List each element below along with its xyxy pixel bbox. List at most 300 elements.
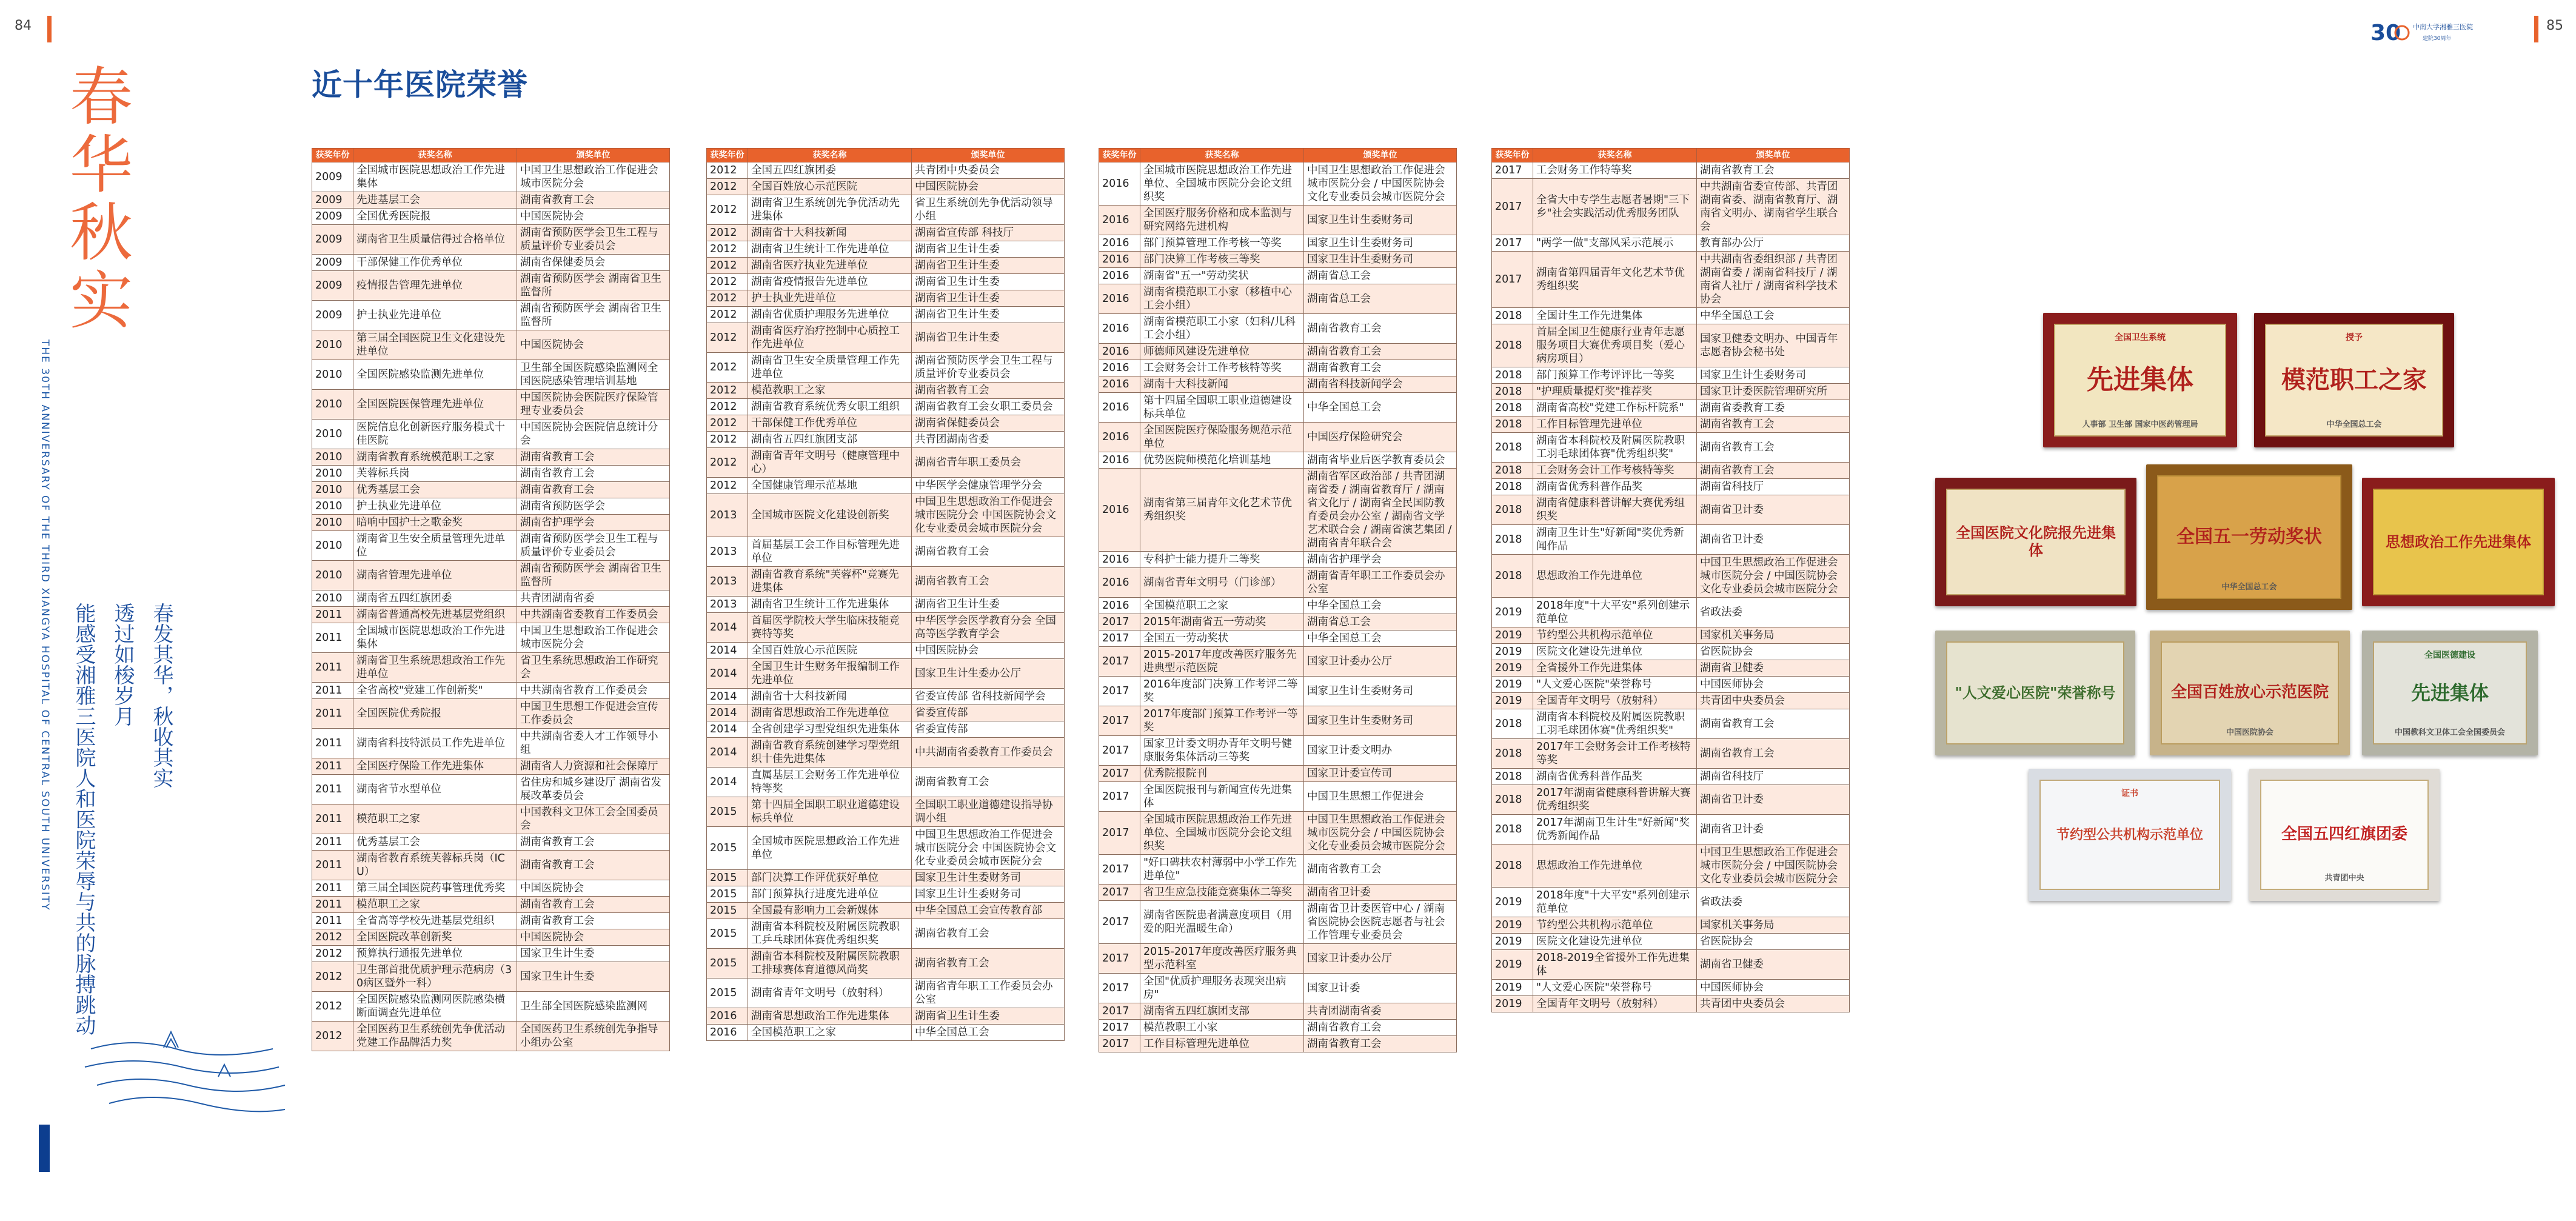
award-name: 湖南省本科院校及附属医院教职工乒乓球团体赛优秀组织奖: [748, 919, 912, 949]
award-name: 湖南省第三届青年文化艺术节优秀组织奖: [1140, 469, 1304, 552]
award-year: 2017: [1099, 766, 1140, 782]
award-issuer: 湖南省委教育工委: [1697, 400, 1850, 416]
award-year: 2012: [707, 179, 748, 195]
award-year: 2011: [312, 897, 353, 913]
award-issuer: 省政法委: [1697, 598, 1850, 627]
award-year: 2015: [707, 827, 748, 870]
award-issuer: 国家卫生计生委办公厅: [912, 659, 1065, 689]
column-header: 获奖年份: [312, 149, 353, 162]
award-issuer: 中国卫生思想政治工作促进会城市医院分会: [517, 623, 670, 653]
award-name: 医院信息化创新医疗服务模式十佳医院: [353, 420, 517, 449]
award-year: 2014: [707, 721, 748, 738]
award-name: 全国城市医院思想政治工作先进集体: [353, 162, 517, 192]
award-name: 思想政治工作先进单位: [1533, 845, 1697, 888]
plaque-title: 节约型公共机构示范单位: [2056, 826, 2203, 843]
award-year: 2017: [1099, 647, 1140, 677]
award-year: 2017: [1099, 736, 1140, 766]
award-issuer: 国家卫生计生委财务司: [912, 886, 1065, 903]
table-row: [312, 699, 670, 729]
award-issuer: 湖南省卫计委: [1697, 785, 1850, 815]
table-row: [1492, 324, 1850, 367]
award-name: 芙蓉标兵岗: [353, 466, 517, 482]
award-name: 2015-2017年度改善医疗服务典型示范科室: [1140, 944, 1304, 974]
award-issuer: 中国医院协会医院医疗保险管理专业委员会: [517, 390, 670, 420]
column-header: 获奖年份: [1099, 149, 1140, 162]
award-name: 湖南省青年文明号（放射科）: [748, 978, 912, 1008]
award-issuer: 共青团中央委员会: [1697, 996, 1850, 1012]
award-issuer: 中华全国总工会宣传教育部: [912, 903, 1065, 919]
wave-ornament: [85, 1025, 285, 1128]
table-row: [312, 683, 670, 699]
award-year: 2016: [1099, 568, 1140, 598]
table-row: [707, 689, 1065, 705]
table-row: [1099, 552, 1457, 568]
table-row: [707, 179, 1065, 195]
table-row: [1099, 944, 1457, 974]
award-issuer: 湖南省青年职工工作委员会办公室: [912, 978, 1065, 1008]
award-issuer: 湖南省教育工会: [912, 567, 1065, 597]
award-name: 2018年度"十大平安"系列创建示范单位: [1533, 598, 1697, 627]
award-name: 湖南省普通高校先进基层党组织: [353, 607, 517, 623]
award-year: 2016: [1099, 284, 1140, 314]
vertical-title-char: 华: [69, 128, 133, 202]
award-name: 湖南省思想政治工作先进集体: [748, 1008, 912, 1025]
award-year: 2010: [312, 531, 353, 561]
award-issuer: 湖南省卫计委: [1697, 525, 1850, 555]
table-row: [312, 913, 670, 929]
award-year: 2012: [312, 929, 353, 946]
award-name: 护士执业先进单位: [353, 498, 517, 515]
honor-plaque: [1935, 631, 2135, 755]
award-issuer: 湖南省卫生计生委: [912, 307, 1065, 323]
table-row: [1492, 996, 1850, 1012]
award-issuer: 中国医院协会医院信息统计分会: [517, 420, 670, 449]
table-row: [312, 758, 670, 775]
award-name: 2017年工会财务会计工作考核特等奖: [1533, 739, 1697, 769]
award-year: 2018: [1492, 769, 1533, 785]
plaque-title: 全国五一劳动奖状: [2176, 526, 2322, 547]
table-row: [1492, 950, 1850, 980]
table-row: [707, 659, 1065, 689]
award-year: 2012: [707, 274, 748, 290]
award-issuer: 湖南省教育工会: [1697, 162, 1850, 179]
table-row: [312, 390, 670, 420]
award-name: 模范教职工小家: [1140, 1020, 1304, 1036]
award-name: 湖南省卫生系统创先争优活动先进集体: [748, 195, 912, 225]
award-year: 2018: [1492, 384, 1533, 400]
award-name: 卫生部首批优质护理示范病房（30病区暨外一科）: [353, 962, 517, 992]
table-row: [312, 880, 670, 897]
award-name: 2016年度部门决算工作考评二等奖: [1140, 677, 1304, 706]
table-row: [1492, 555, 1850, 598]
award-name: 第三届全国医院卫生文化建设先进单位: [353, 330, 517, 360]
award-issuer: 国家卫健委文明办、中国青年志愿者协会秘书处: [1697, 324, 1850, 367]
table-row: [1099, 235, 1457, 252]
award-name: 第十四届全国职工职业道德建设标兵单位: [1140, 393, 1304, 423]
anniversary-logo-graphic: [2370, 17, 2473, 49]
award-year: 2018: [1492, 495, 1533, 525]
table-row: [707, 643, 1065, 659]
column-header: 颁奖单位: [912, 149, 1065, 162]
plaque-bottom-text: 共青团中央: [2324, 874, 2364, 883]
table-row: [707, 1025, 1065, 1041]
award-year: 2012: [707, 415, 748, 432]
poem-line-3: 能感受湘雅三医院人和医院荣辱与共的脉搏跳动: [72, 603, 96, 1035]
award-issuer: 湖南省卫健委: [1697, 950, 1850, 980]
table-row: [1492, 660, 1850, 677]
award-issuer: 湖南省教育工会: [1697, 709, 1850, 739]
award-year: 2011: [312, 880, 353, 897]
table-row: [707, 597, 1065, 613]
award-name: 全国百姓放心示范医院: [748, 179, 912, 195]
award-name: 全国模范职工之家: [1140, 598, 1304, 614]
table-row: [707, 705, 1065, 721]
award-issuer: 湖南省预防医学会 湖南省卫生监督所: [517, 301, 670, 330]
award-year: 2009: [312, 192, 353, 209]
award-name: "人文爱心医院"荣誉称号: [1533, 677, 1697, 693]
award-name: 全国百姓放心示范医院: [748, 643, 912, 659]
award-name: 部门决算工作评优获好单位: [748, 870, 912, 886]
table-row: [312, 1022, 670, 1051]
award-year: 2011: [312, 607, 353, 623]
award-name: 省卫生应急技能竞赛集体二等奖: [1140, 885, 1304, 901]
table-row: [312, 301, 670, 330]
award-year: 2019: [1492, 644, 1533, 660]
award-name: 全省援外工作先进集体: [1533, 660, 1697, 677]
award-year: 2013: [707, 494, 748, 537]
award-name: 工会财务工作特等奖: [1533, 162, 1697, 179]
award-issuer: 湖南省卫计委医管中心 / 湖南省医院协会医院志愿者与社会工作管理专业委员会: [1304, 901, 1457, 944]
award-issuer: 中国医师协会: [1697, 980, 1850, 996]
table-row: [707, 448, 1065, 478]
table-row: [1492, 677, 1850, 693]
award-issuer: 中国卫生思想政治工作促进会城市医院分会 中国医院协会文化专业委员会城市医院分会: [912, 827, 1065, 870]
award-name: 湖南省疫情报告先进单位: [748, 274, 912, 290]
vertical-title-char: 春: [69, 60, 133, 134]
award-year: 2015: [707, 978, 748, 1008]
award-issuer: 中华全国总工会: [1304, 393, 1457, 423]
table-row: [312, 851, 670, 880]
award-year: 2018: [1492, 367, 1533, 384]
award-year: 2016: [1099, 314, 1140, 344]
table-row: [312, 420, 670, 449]
award-name: 湖南省管理先进单位: [353, 561, 517, 590]
award-year: 2011: [312, 834, 353, 851]
table-row: [1099, 376, 1457, 393]
table-row: [1099, 344, 1457, 360]
award-name: 湖南省教育系统模范职工之家: [353, 449, 517, 466]
award-name: 师德师风建设先进单位: [1140, 344, 1304, 360]
plaque-title: 全国百姓放心示范医院: [2170, 683, 2329, 702]
award-name: 首届医学院校大学生临床技能竞赛特等奖: [748, 613, 912, 643]
table-row: [707, 432, 1065, 448]
award-year: 2011: [312, 913, 353, 929]
award-issuer: 中国医院协会: [517, 330, 670, 360]
table-row: [312, 946, 670, 962]
table-row: [707, 290, 1065, 307]
plaque-title: 模范职工之家: [2281, 366, 2427, 394]
page-number-right: 85: [2546, 18, 2563, 33]
award-year: 2014: [707, 643, 748, 659]
award-issuer: 湖南省教育工会: [1697, 416, 1850, 433]
award-year: 2009: [312, 301, 353, 330]
award-issuer: 湖南省教育工会: [1304, 1036, 1457, 1052]
table-row: [707, 1008, 1065, 1025]
award-issuer: 湖南省教育工会: [1697, 739, 1850, 769]
award-issuer: 湖南省保健委员会: [912, 415, 1065, 432]
award-issuer: 中华全国总工会: [1304, 598, 1457, 614]
table-row: [312, 330, 670, 360]
award-issuer: 中国卫生思想政治工作促进会城市医院分会 / 中国医院协会文化专业委员会城市医院分会: [1304, 162, 1457, 206]
award-issuer: 中国卫生思想政治工作促进会城市医院分会 中国医院协会文化专业委员会城市医院分会: [912, 494, 1065, 537]
table-row: [707, 307, 1065, 323]
table-row: [1492, 815, 1850, 845]
award-issuer: 湖南省教育工会: [517, 466, 670, 482]
award-name: 湖南省思想政治工作先进单位: [748, 705, 912, 721]
award-year: 2018: [1492, 739, 1533, 769]
table-row: [1492, 400, 1850, 416]
table-row: [1099, 782, 1457, 812]
award-name: 湖南省五四红旗团委: [353, 590, 517, 607]
award-name: 湖南省教育系统"芙蓉杯"竞赛先进集体: [748, 567, 912, 597]
award-name: 全国优秀医院报: [353, 209, 517, 225]
table-row: [707, 870, 1065, 886]
honor-plaque: [2150, 631, 2350, 755]
award-issuer: 湖南省教育工会: [1304, 314, 1457, 344]
table-row: [1099, 598, 1457, 614]
award-name: 2018年度"十大平安"系列创建示范单位: [1533, 888, 1697, 917]
award-name: 部门预算管理工作考核一等奖: [1140, 235, 1304, 252]
award-issuer: 中国卫生思想政治工作促进会城市医院分会 / 中国医院协会文化专业委员会城市医院分会: [1304, 812, 1457, 855]
table-row: [1492, 917, 1850, 934]
award-issuer: 共青团中央委员会: [1697, 693, 1850, 709]
table-row: [1099, 855, 1457, 885]
award-issuer: 湖南省教育工会: [1304, 1020, 1457, 1036]
award-name: 首届全国卫生健康行业青年志愿服务项目大赛优秀项目奖（爱心病房项目）: [1533, 324, 1697, 367]
award-year: 2017: [1099, 1003, 1140, 1020]
award-name: 全国医疗服务价格和成本监测与研究网络先进机构: [1140, 206, 1304, 235]
table-row: [1492, 769, 1850, 785]
table-row: [1099, 314, 1457, 344]
award-issuer: 湖南省毕业后医学教育委员会: [1304, 452, 1457, 469]
award-issuer: 省卫生系统创先争优活动领导小组: [912, 195, 1065, 225]
award-year: 2012: [707, 448, 748, 478]
award-issuer: 国家机关事务局: [1697, 627, 1850, 644]
award-name: 先进基层工会: [353, 192, 517, 209]
award-year: 2010: [312, 590, 353, 607]
award-year: 2017: [1099, 677, 1140, 706]
table-row: [707, 353, 1065, 383]
table-row: [1099, 901, 1457, 944]
table-row: [312, 466, 670, 482]
award-name: 全国青年文明号（放射科）: [1533, 996, 1697, 1012]
award-name: 首届基层工会工作目标管理先进单位: [748, 537, 912, 567]
award-year: 2011: [312, 683, 353, 699]
award-issuer: 湖南省预防医学会 湖南省卫生监督所: [517, 271, 670, 301]
award-year: 2013: [707, 537, 748, 567]
table-row: [312, 360, 670, 390]
column-header: 获奖年份: [1492, 149, 1533, 162]
award-year: 2016: [1099, 344, 1140, 360]
table-row: [1492, 463, 1850, 479]
table-row: [707, 241, 1065, 258]
award-year: 2017: [1492, 235, 1533, 252]
award-issuer: 国家卫生计生委财务司: [912, 870, 1065, 886]
award-issuer: 中国医院协会: [517, 209, 670, 225]
award-name: 国家卫计委文明办青年文明号健康服务集体活动三等奖: [1140, 736, 1304, 766]
award-year: 2019: [1492, 888, 1533, 917]
table-row: [312, 192, 670, 209]
award-issuer: 省委宣传部 省科技新闻学会: [912, 689, 1065, 705]
award-name: 2017年湖南卫生计生"好新闻"奖优秀新闻作品: [1533, 815, 1697, 845]
award-name: 全国医院优秀院报: [353, 699, 517, 729]
table-row: [312, 962, 670, 992]
award-issuer: 全国医药卫生系统创先争指导小组办公室: [517, 1022, 670, 1051]
page-title: 近十年医院荣誉: [312, 67, 528, 102]
award-year: 2010: [312, 482, 353, 498]
award-name: 湖南省十大科技新闻: [748, 689, 912, 705]
award-issuer: 湖南省教育工会: [517, 897, 670, 913]
award-year: 2016: [707, 1008, 748, 1025]
table-row: [312, 498, 670, 515]
table-row: [312, 225, 670, 255]
plaque-bottom-text: 人事部 卫生部 国家中医药管理局: [2082, 420, 2198, 429]
award-issuer: 湖南省卫生计生委: [912, 323, 1065, 353]
vertical-title-char: 秋: [69, 196, 133, 270]
award-name: 湖南省优秀科普作品奖: [1533, 769, 1697, 785]
award-issuer: 湖南省教育工会: [1697, 463, 1850, 479]
column-header: 获奖名称: [748, 149, 912, 162]
award-name: 优秀基层工会: [353, 482, 517, 498]
award-name: 优势医院师模范化培训基地: [1140, 452, 1304, 469]
table-row: [1492, 384, 1850, 400]
honor-plaque: [2249, 769, 2440, 901]
table-row: [312, 929, 670, 946]
plaque-title: "人文爱心医院"荣誉称号: [1955, 683, 2116, 701]
table-row: [707, 274, 1065, 290]
award-issuer: 国家卫生计生委财务司: [1304, 706, 1457, 736]
award-issuer: 湖南省教育工会: [517, 851, 670, 880]
plaque-top-text: 授予: [2346, 333, 2363, 343]
award-name: "两学一做"支部风采示范展示: [1533, 235, 1697, 252]
table-row: [1492, 416, 1850, 433]
award-issuer: 湖南省青年职工委员会: [912, 448, 1065, 478]
table-row: [312, 531, 670, 561]
plaque-title: 全国五四红旗团委: [2281, 825, 2407, 844]
award-issuer: 湖南省教育工会: [1304, 360, 1457, 376]
award-name: 湖南省本科院校及附属医院教职工羽毛球团体赛"优秀组织奖": [1533, 433, 1697, 463]
award-name: 湖南卫生计生"好新闻"奖优秀新闻作品: [1533, 525, 1697, 555]
award-year: 2016: [1099, 162, 1140, 206]
plaque-title: 全国医院文化院报先进集体: [1956, 524, 2116, 559]
award-year: 2018: [1492, 845, 1533, 888]
award-name: 湖南省高校"党建工作标杆院系": [1533, 400, 1697, 416]
award-year: 2017: [1099, 812, 1140, 855]
table-row: [1492, 644, 1850, 660]
table-row: [1099, 974, 1457, 1003]
award-issuer: 湖南省卫生计生委: [912, 241, 1065, 258]
award-name: 全国模范职工之家: [748, 1025, 912, 1041]
award-issuer: 中共湖南省委组织部 / 共青团湖南省委 / 湖南省科技厅 / 湖南省人社厅 / 湖南省科学技术协会: [1697, 252, 1850, 308]
award-year: 2016: [1099, 393, 1140, 423]
table-row: [707, 162, 1065, 179]
award-year: 2012: [707, 241, 748, 258]
award-name: 湖南十大科技新闻: [1140, 376, 1304, 393]
anniversary-logo: [2370, 17, 2473, 49]
award-year: 2019: [1492, 996, 1533, 1012]
award-issuer: 湖南省卫健委: [1697, 660, 1850, 677]
plaque-bottom-text: 中国教科文卫体工会全国委员会: [2394, 728, 2505, 737]
award-name: 湖南省卫生统计工作先进集体: [748, 597, 912, 613]
award-issuer: 湖南省预防医学会卫生工程与质量评价专业委员会: [517, 531, 670, 561]
award-year: 2016: [1099, 452, 1140, 469]
column-header: 颁奖单位: [1697, 149, 1850, 162]
award-issuer: 卫生部全国医院感染监测网全国医院感染管理培训基地: [517, 360, 670, 390]
award-issuer: 共青团湖南省委: [1304, 1003, 1457, 1020]
honor-plaque: [1935, 478, 2136, 606]
award-issuer: 湖南省总工会: [1304, 284, 1457, 314]
award-year: 2010: [312, 390, 353, 420]
award-year: 2012: [707, 162, 748, 179]
award-name: 湖南省卫生质量信得过合格单位: [353, 225, 517, 255]
award-year: 2013: [707, 597, 748, 613]
award-name: 湖南省模范职工小家（妇科/儿科工会小组）: [1140, 314, 1304, 344]
anniversary-logo-label: 中南大学湘雅三医院: [2413, 23, 2473, 31]
award-year: 2011: [312, 699, 353, 729]
award-name: 直属基层工会财务工作先进单位特等奖: [748, 768, 912, 797]
award-issuer: 湖南省保健委员会: [517, 255, 670, 271]
award-issuer: 国家卫计委办公厅: [1304, 944, 1457, 974]
award-name: 疫情报告管理先进单位: [353, 271, 517, 301]
award-name: 湖南省第四届青年文化艺术节优秀组织奖: [1533, 252, 1697, 308]
award-name: 2015-2017年度改善医疗服务先进典型示范医院: [1140, 647, 1304, 677]
award-name: 全国计生工作先进集体: [1533, 308, 1697, 324]
plaque-bottom-text: 中国医院协会: [2226, 728, 2273, 737]
award-name: 湖南省健康科普讲解大赛优秀组织奖: [1533, 495, 1697, 525]
award-name: 湖南省教育系统芙蓉标兵岗（ICU）: [353, 851, 517, 880]
award-issuer: 湖南省教育工会: [1697, 433, 1850, 463]
award-year: 2011: [312, 851, 353, 880]
award-issuer: 湖南省总工会: [1304, 268, 1457, 284]
award-name: 湖南省卫生安全质量管理工作先进单位: [748, 353, 912, 383]
table-row: [1099, 614, 1457, 631]
award-name: 全国青年文明号（放射科）: [1533, 693, 1697, 709]
column-header: 获奖名称: [1533, 149, 1697, 162]
table-row: [1492, 162, 1850, 179]
award-year: 2017: [1492, 162, 1533, 179]
award-name: 全国医院医疗保险服务规范示范单位: [1140, 423, 1304, 452]
award-name: 湖南省优质护理服务先进单位: [748, 307, 912, 323]
award-year: 2016: [1099, 552, 1140, 568]
award-name: 全国医院感染监测网医院感染横断面调查先进单位: [353, 992, 517, 1022]
award-name: 湖南省"五一"劳动奖状: [1140, 268, 1304, 284]
award-year: 2018: [1492, 324, 1533, 367]
table-row: [707, 768, 1065, 797]
award-name: 湖南省卫生安全质量管理先进单位: [353, 531, 517, 561]
award-year: 2012: [707, 478, 748, 494]
award-issuer: 国家卫计委宣传司: [1304, 766, 1457, 782]
award-year: 2009: [312, 271, 353, 301]
award-name: 湖南省医疗治疗控制中心质控工作先进单位: [748, 323, 912, 353]
award-name: 第三届全国医院药事管理优秀奖: [353, 880, 517, 897]
award-name: 模范职工之家: [353, 897, 517, 913]
award-name: 优秀院报院刊: [1140, 766, 1304, 782]
award-issuer: 省卫生系统思想政治工作研究会: [517, 653, 670, 683]
award-year: 2016: [1099, 376, 1140, 393]
award-issuer: 共青团中央委员会: [912, 162, 1065, 179]
table-row: [1492, 627, 1850, 644]
award-name: "人文爱心医院"荣誉称号: [1533, 980, 1697, 996]
